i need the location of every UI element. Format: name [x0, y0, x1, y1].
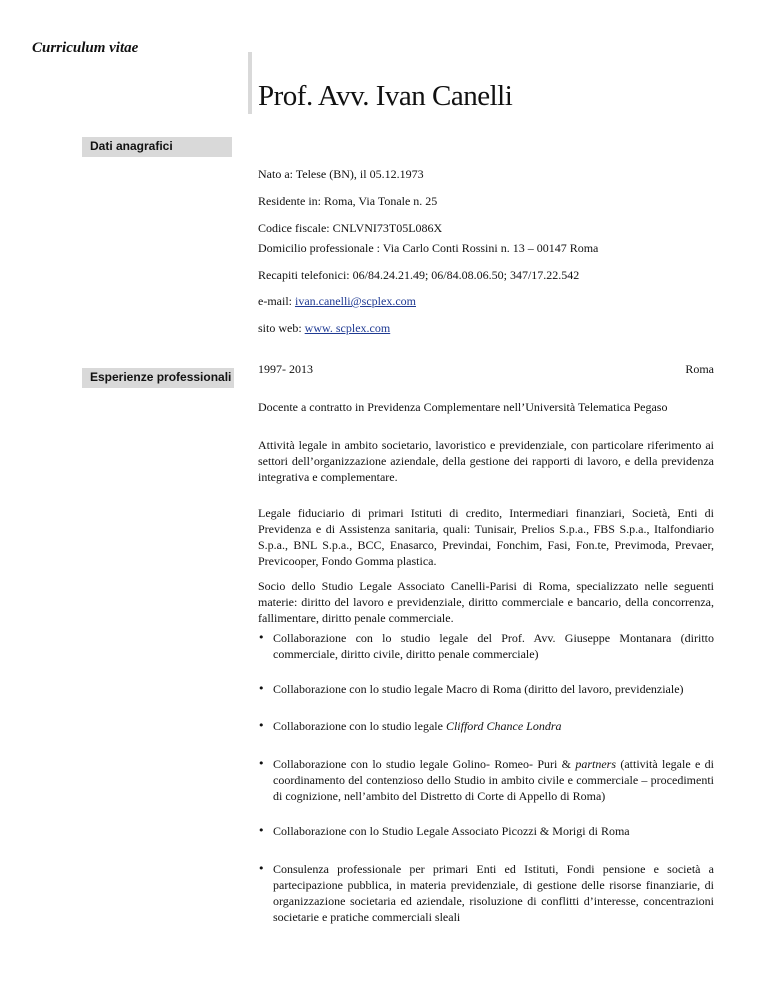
bullet-icon: •: [258, 862, 265, 875]
email-link[interactable]: ivan.canelli@scplex.com: [294, 294, 416, 308]
tax-code: Codice fiscale: CNLVNI73T05L086X: [258, 221, 443, 235]
docente-paragraph: Docente a contratto in Previdenza Complementare nell’Università Telematica Pegaso: [258, 400, 668, 414]
office-address: Domicilio professionale : Via Carlo Conti Rossini n. 13 – 00147 Roma: [258, 241, 599, 255]
bullet-icon: •: [258, 757, 265, 770]
document-label: Curriculum vitae: [32, 40, 139, 56]
person-name: Prof. Avv. Ivan Canelli: [258, 80, 513, 112]
bullet-icon: •: [258, 682, 265, 695]
email-line: [258, 294, 416, 309]
list-item: • Collaborazione con lo studio legale Clifford Chance Londra: [258, 719, 562, 733]
website-label: sito web:: [258, 321, 305, 335]
period-city: Roma: [685, 362, 714, 376]
bullet-icon: •: [258, 824, 265, 837]
section-dati-anagrafici: Dati anagrafici: [82, 137, 232, 157]
bullet-icon: •: [258, 631, 265, 644]
residence-info: Residente in: Roma, Via Tonale n. 25: [258, 194, 438, 208]
bullet-icon: •: [258, 719, 265, 732]
socio-paragraph: Socio dello Studio Legale Associato Canelli-Parisi di Roma, specializzato nelle seguenti materie: diritto del lavoro e previdenziale, diritto commerciale e bancario, della concorrenza, fallimentare, diritto penale commerciale.: [258, 579, 714, 625]
section-esperienze: Esperienze professionali: [82, 368, 234, 388]
website-link[interactable]: www. scplex.com: [304, 321, 391, 335]
birth-info: Nato a: Telese (BN), il 05.12.1973: [258, 167, 424, 181]
period-row: [258, 362, 714, 377]
legale-fiduciario-paragraph: Legale fiduciario di primari Istituti di credito, Intermediari finanziari, Società, Enti di Previdenza e di Assistenza sanitaria, quali: Tunisair, Prelios S.p.a., FBS S.p.a., Italfondiario S.p.a., BNL S.p.a., BCC, Enasarco, Previndai, Fonchim, Fasi, Fon.te, Previmoda, Prevaer, Previcooper, Fondo Gomma plastica.: [258, 506, 714, 568]
title-accent-bar: [248, 52, 252, 114]
email-label: e-mail:: [258, 294, 295, 308]
list-item: • Collaborazione con lo studio legale del Prof. Avv. Giuseppe Montanara (diritto commerciale, diritto civile, diritto penale commerciale): [258, 631, 714, 661]
list-item: • Collaborazione con lo studio legale Macro di Roma (diritto del lavoro, previdenziale): [258, 682, 684, 696]
attivita-paragraph: Attività legale in ambito societario, lavoristico e previdenziale, con particolare riferimento ai settori dell’organizzazione aziendale, della gestione dei rapporti di lavoro, e della previdenza integrativa e complementare.: [258, 438, 714, 484]
phone-numbers: Recapiti telefonici: 06/84.24.21.49; 06/84.08.06.50; 347/17.22.542: [258, 268, 580, 282]
website-line: [258, 321, 390, 336]
period: 1997- 2013: [258, 362, 313, 376]
list-item: • Collaborazione con lo studio legale Golino- Romeo- Puri & partners (attività legale e di coordinamento del contenzioso dello Studio in ambito civile e commerciale – procedimenti di cognizione, nell’ambito del Distretto di Corte di Appello di Roma): [258, 757, 715, 803]
list-item: • Consulenza professionale per primari Enti ed Istituti, Fondi pensione e società a partecipazione pubblica, in materia previdenziale, di gestione delle risorse finanziarie, di organizzazione societaria ed aziendale, risoluzione di conflitti d’interesse, concentrazioni societarie e pratiche commerciali sleali: [258, 862, 714, 924]
list-item: • Collaborazione con lo Studio Legale Associato Picozzi & Morigi di Roma: [258, 824, 630, 838]
